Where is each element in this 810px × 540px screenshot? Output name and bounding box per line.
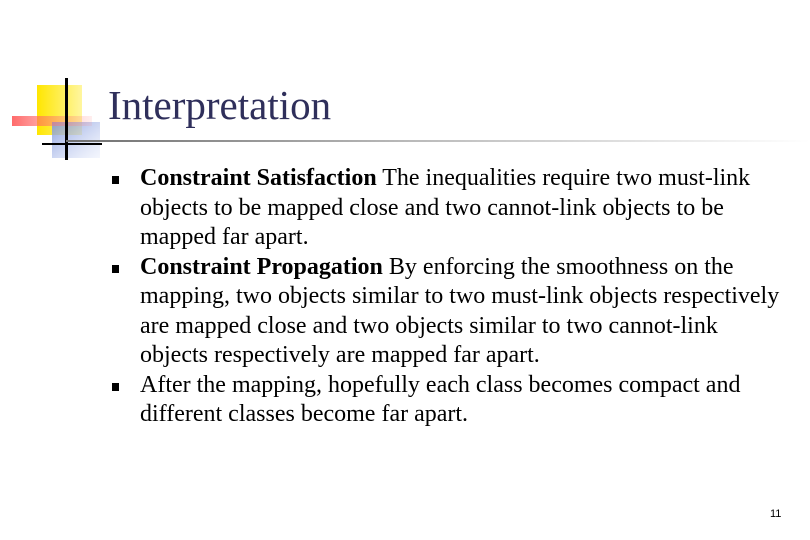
bullet-square-icon xyxy=(112,176,119,184)
bullet-lead: Constraint Satisfaction xyxy=(140,165,377,191)
page-number: 11 xyxy=(770,508,782,520)
bullet-text: After the mapping, hopefully each class becomes compact and different classes become far apart. xyxy=(140,371,741,427)
bullet-after-mapping xyxy=(110,371,780,430)
bullet-square-icon xyxy=(112,265,119,273)
bullet-constraint-satisfaction xyxy=(110,164,780,253)
title-underline xyxy=(66,140,810,142)
bullet-text: By enforcing the smoothness on the mapping, two objects similar to two must-link objects respectively are mapped close and two objects similar to two cannot-link objects respectively are mapped far apart. xyxy=(140,253,780,368)
bullet-text: The inequalities require two must-link objects to be mapped close and two cannot-link objects to be mapped far apart. xyxy=(140,165,751,250)
red-bar xyxy=(12,116,92,126)
black-horizontal-line xyxy=(42,143,102,145)
bullet-constraint-propagation xyxy=(110,253,780,371)
slide-title: Interpretation xyxy=(108,82,332,128)
bullet-square-icon xyxy=(112,383,119,391)
black-vertical-line xyxy=(65,78,68,160)
bullet-lead: Constraint Propagation xyxy=(140,253,383,280)
bullet-list xyxy=(110,164,780,430)
